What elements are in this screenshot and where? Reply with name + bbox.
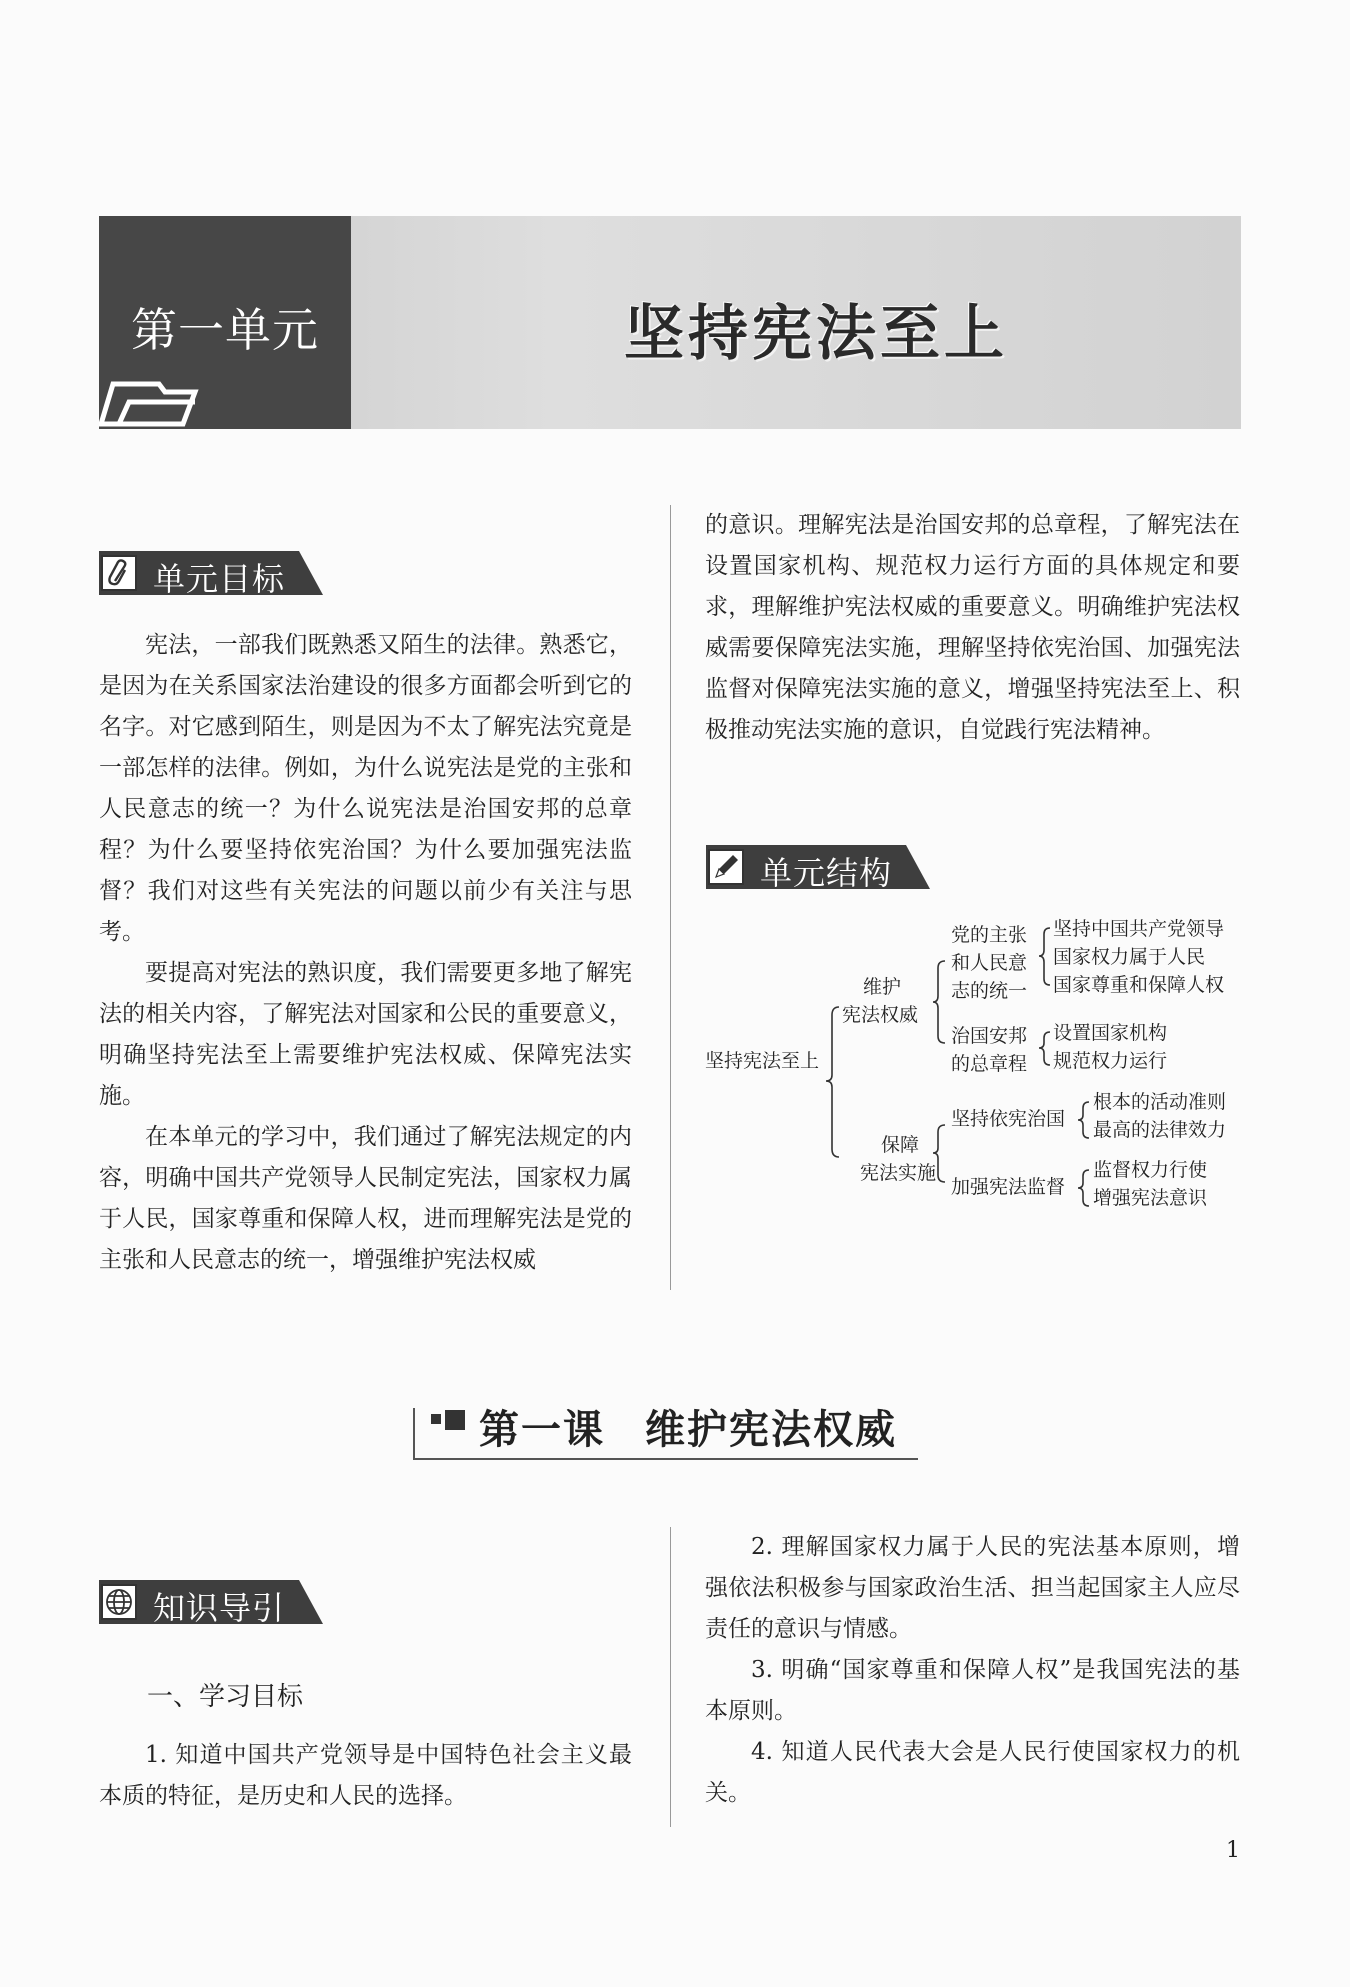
- unit-banner: [99, 216, 1241, 429]
- learning-goal-item: 2. 理解国家权力属于人民的宪法基本原则，增强依法积极参与国家政治生活、担当起国家主人应尽责任的意识与情感。: [705, 1534, 1240, 1642]
- lesson-title: [479, 1398, 897, 1455]
- lesson-marker-small: [431, 1414, 441, 1424]
- learning-goals-subheading: 一、学习目标: [147, 1682, 304, 1712]
- diagram-item: 国家尊重和保障人权: [1053, 974, 1225, 996]
- unit-title: 坚持宪法至上: [624, 299, 1008, 369]
- knowledge-guide-heading: 知识导引: [153, 1589, 286, 1627]
- knowledge-guide-header: [99, 1580, 324, 1627]
- unit-goals-paragraph-continued: 的意识。理解宪法是治国安邦的总章程，了解宪法在设置国家机构、规范权力运行方面的具体规定和要求，理解维护宪法权威的重要意义。明确维护宪法权威需要保障宪法实施，理解坚持依宪治国、加强宪法监督对保障宪法实施的意义，增强坚持宪法至上、积极推动宪法实施的意识，自觉践行宪法精神。: [705, 512, 1240, 743]
- diagram-item: 坚持中国共产党领导: [1053, 918, 1225, 940]
- learning-goal-item: 1. 知道中国共产党领导是中国特色社会主义最本质的特征，是历史和人民的选择。: [99, 1742, 632, 1809]
- lesson-header-rule: [413, 1458, 918, 1460]
- diagram-group1-line1: 党的主张: [951, 924, 1028, 946]
- globe-icon: [101, 1584, 137, 1620]
- unit-goals-left-text: [99, 625, 632, 1281]
- diagram-item: 增强宪法意识: [1093, 1187, 1208, 1209]
- diagram-item: 根本的活动准则: [1093, 1091, 1227, 1113]
- lesson-name: 维护宪法权威: [645, 1406, 897, 1453]
- diagram-item: 规范权力运行: [1053, 1050, 1168, 1072]
- unit-structure-heading: 单元结构: [760, 854, 893, 892]
- unit-goals-paragraph-2: 要提高对宪法的熟识度，我们需要更多地了解宪法的相关内容，了解宪法对国家和公民的重要意义，明确坚持宪法至上需要维护宪法权威、保障宪法实施。: [99, 960, 632, 1109]
- pencil-icon: [708, 849, 744, 885]
- lesson-header-bracket: [413, 1408, 415, 1460]
- diagram-branch1-line1: 维护: [863, 976, 902, 998]
- lesson-marker-square: [445, 1410, 465, 1430]
- diagram-group2-line2: 的总章程: [951, 1053, 1028, 1075]
- diagram-root: 坚持宪法至上: [705, 1050, 820, 1072]
- diagram-group1-line2: 和人民意: [951, 952, 1028, 974]
- unit-label: 第一单元: [131, 303, 319, 357]
- column-divider: [670, 505, 671, 1290]
- paperclip-icon: [101, 555, 137, 591]
- column-divider-2: [670, 1527, 671, 1827]
- diagram-item: 监督权力行使: [1093, 1159, 1208, 1181]
- unit-goals-paragraph-3: 在本单元的学习中，我们通过了解宪法规定的内容，明确中国共产党领导人民制定宪法，国家权力属于人民，国家尊重和保障人权，进而理解宪法是党的主张和人民意志的统一，增强维护宪法权威: [99, 1124, 632, 1273]
- unit-structure-header: [706, 845, 931, 892]
- diagram-group2-line1: 治国安邦: [951, 1025, 1028, 1047]
- diagram-branch1-line2: 宪法权威: [842, 1004, 919, 1026]
- unit-structure-diagram: [705, 905, 1245, 1245]
- diagram-item: 最高的法律效力: [1093, 1119, 1227, 1141]
- diagram-group1-line3: 志的统一: [951, 980, 1028, 1002]
- page-number: 1: [1226, 1838, 1240, 1863]
- knowledge-left-text: [99, 1735, 632, 1817]
- knowledge-right-text: [705, 1527, 1240, 1814]
- unit-label-box: [99, 216, 351, 429]
- diagram-item: 国家权力属于人民: [1053, 946, 1206, 968]
- lesson-header: [413, 1400, 918, 1462]
- diagram-b2-group2-label: 加强宪法监督: [951, 1176, 1066, 1198]
- unit-goals-heading: 单元目标: [153, 560, 286, 598]
- folder-icon: [99, 374, 199, 429]
- diagram-b2-group1-label: 坚持依宪治国: [951, 1108, 1066, 1130]
- unit-goals-header: [99, 551, 324, 598]
- unit-goals-paragraph-1: 宪法，一部我们既熟悉又陌生的法律。熟悉它，是因为在关系国家法治建设的很多方面都会听到它的名字。对它感到陌生，则是因为不太了解宪法究竟是一部怎样的法律。例如，为什么说宪法是党的主张和人民意志的统一？为什么说宪法是治国安邦的总章程？为什么要坚持依宪治国？为什么要加强宪法监督？我们对这些有关宪法的问题以前少有关注与思考。: [99, 632, 632, 945]
- learning-goal-item: 3. 明确“国家尊重和保障人权”是我国宪法的基本原则。: [705, 1657, 1240, 1724]
- learning-goal-item: 4. 知道人民代表大会是人民行使国家权力的机关。: [705, 1739, 1240, 1806]
- diagram-branch2-line2: 宪法实施: [860, 1162, 937, 1184]
- unit-goals-right-text: [705, 505, 1240, 751]
- lesson-number: 第一课: [479, 1406, 605, 1453]
- diagram-item: 设置国家机构: [1053, 1022, 1168, 1044]
- diagram-branch2-line1: 保障: [881, 1134, 920, 1156]
